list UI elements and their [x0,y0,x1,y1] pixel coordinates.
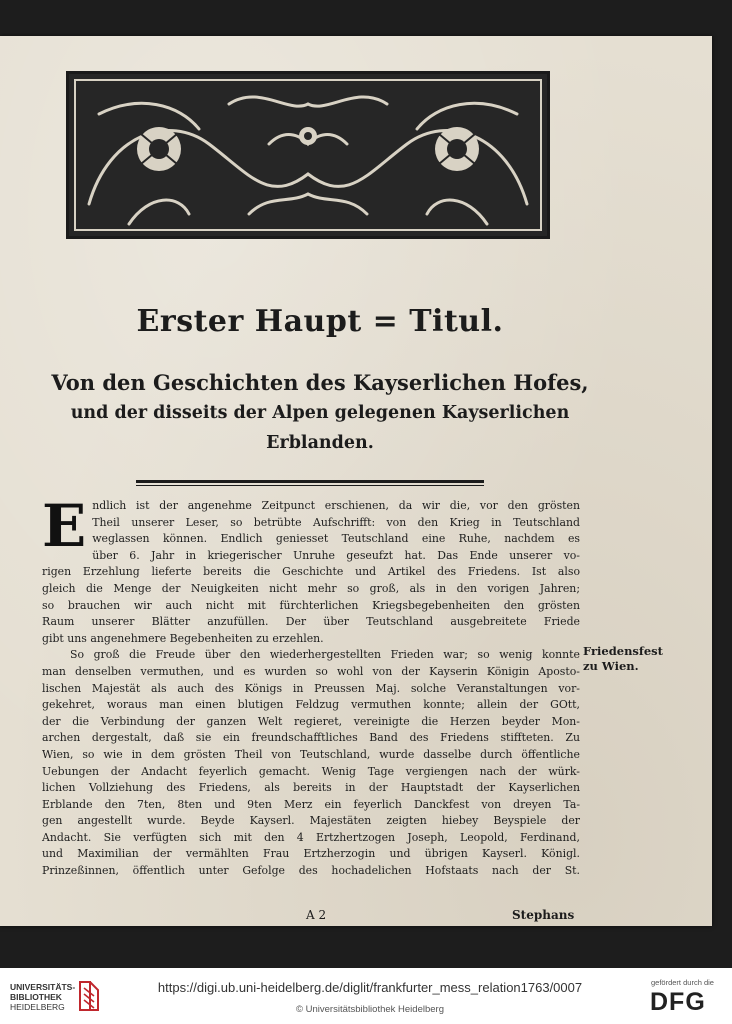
text-line: Theil unserer Leser, so betrübte Aufschrifft: von den Krieg in Teutschland [92,515,580,529]
permalink-url[interactable]: https://digi.ub.uni-heidelberg.de/diglit/frankfurter_mess_relation1763/0007 [157,980,583,995]
ornamental-headpiece [66,71,550,239]
margin-note-line-1: Friedensfest [583,644,663,658]
subtitle-line-1: Von den Geschichten des Kayserlichen Hofes, [51,370,589,395]
text-line: Raum unserer Blätter anzufüllen. Der über Teutschland ausgebreitete Friede [42,615,580,629]
double-rule-top [136,480,484,483]
text-line: gleich die Menge der Neuigkeiten nicht mehr so groß, als in den vorigen Jahren; [42,581,580,595]
catchword: Stephans [512,908,575,922]
margin-note [583,644,663,674]
subtitle-line-3: Erblanden. [266,433,374,453]
text-line: gibt uns angenehmere Begebenheiten zu erzehlen. [42,631,324,645]
book-page [0,36,712,926]
text-line: So groß die Freude über den wiederhergestellten Frieden war; so wenig konnte [70,648,580,662]
text-line: man denselben vermuthen, und es wurden so wohl von der Kayserin Königin Aposto- [42,664,580,678]
margin-note-line-2: zu Wien. [583,659,639,673]
chapter-subtitle [50,368,590,458]
library-name-line-2: BIBLIOTHEK [10,992,62,1002]
copyright-notice: © Universitätsbibliothek Heidelberg [296,1004,444,1015]
drop-cap: E [42,492,87,560]
signature-mark: A 2 [306,908,327,922]
text-line: weglassen können. Endlich geniesset Teutschland eine Ruhe, nachdem es [92,532,580,546]
library-logo-icon[interactable] [76,980,102,1012]
text-line: lichen Vollziehung des Friedens, als bereits in der Hauptstadt der Kayserlichen [42,781,580,795]
dfg-logo[interactable]: DFG [650,988,706,1016]
text-line: über 6. Jahr in kriegerischer Unruhe geseufzt hat. Das Ende unserer vo- [92,548,580,562]
text-line: Andacht. Sie verfügten sich mit den 4 Ertzhertzogen Joseph, Leopold, Ferdinand, [42,830,580,844]
text-line: Erblande den 7ten, 8ten und 9ten Merz ein feyerlich Danckfest von dreyen Ta- [42,797,580,811]
library-name-line-3: HEIDELBERG [10,1002,65,1012]
text-line: Wien, so wie in dem grösten Theil von Teutschland, wurde dasselbe durch öffentliche [42,747,580,761]
text-line: so brauchen wir auch nicht mit fürchterlichen Kriegsbegebenheiten den grösten [42,598,580,612]
text-line: rigen Erzehlung lieferte bereits die Geschichte und Artikel des Friedens. Ist also [42,565,580,579]
text-line: gen angestellt wurde. Beyde Kayserl. Majestäten zeigten hiebey Beyspiele der [42,814,580,828]
subtitle-line-2: und der disseits der Alpen gelegenen Kayserlichen [70,403,570,423]
chapter-title: Erster Haupt = Titul. [136,304,504,339]
text-line: gekehret, woraus man einen blutigen Feldzug vermuthen konnte; allein der GOtt, [42,698,580,712]
funded-by-label: gefördert durch die [651,978,714,987]
text-line: der die Verbindung der ganzen Welt regieret, vereinigte die Herzen beyder Mon- [42,714,580,728]
text-line: und Maximilian der vermählten Frau Ertzherzogin und übrigen Kayserl. Königl. [42,847,580,861]
text-line: Prinzeßinnen, öffentlich unter Gefolge des hochadelichen Hofstaats nach der St. [42,864,580,878]
floral-ornament-icon [69,74,547,236]
library-name[interactable] [10,982,75,1012]
library-name-line-1: UNIVERSITÄTS- [10,982,76,992]
viewer-footer [0,968,732,1024]
body-text [42,492,580,880]
text-line: lischen Majestät als auch des Königs in Preussen Maj. solche Veranstaltungen vor- [42,681,580,695]
text-line: Uebungen der Andacht feyerlich gemacht. Wenig Tage vergiengen nach der würk- [42,764,580,778]
text-line: ndlich ist der angenehme Zeitpunct erschienen, da wir die, vor den grösten [92,499,580,512]
text-line: archen dergestalt, daß sie ein freundschafftliches Band des Friedens stiffteten. Zu [42,731,580,745]
double-rule-bottom [136,485,484,486]
